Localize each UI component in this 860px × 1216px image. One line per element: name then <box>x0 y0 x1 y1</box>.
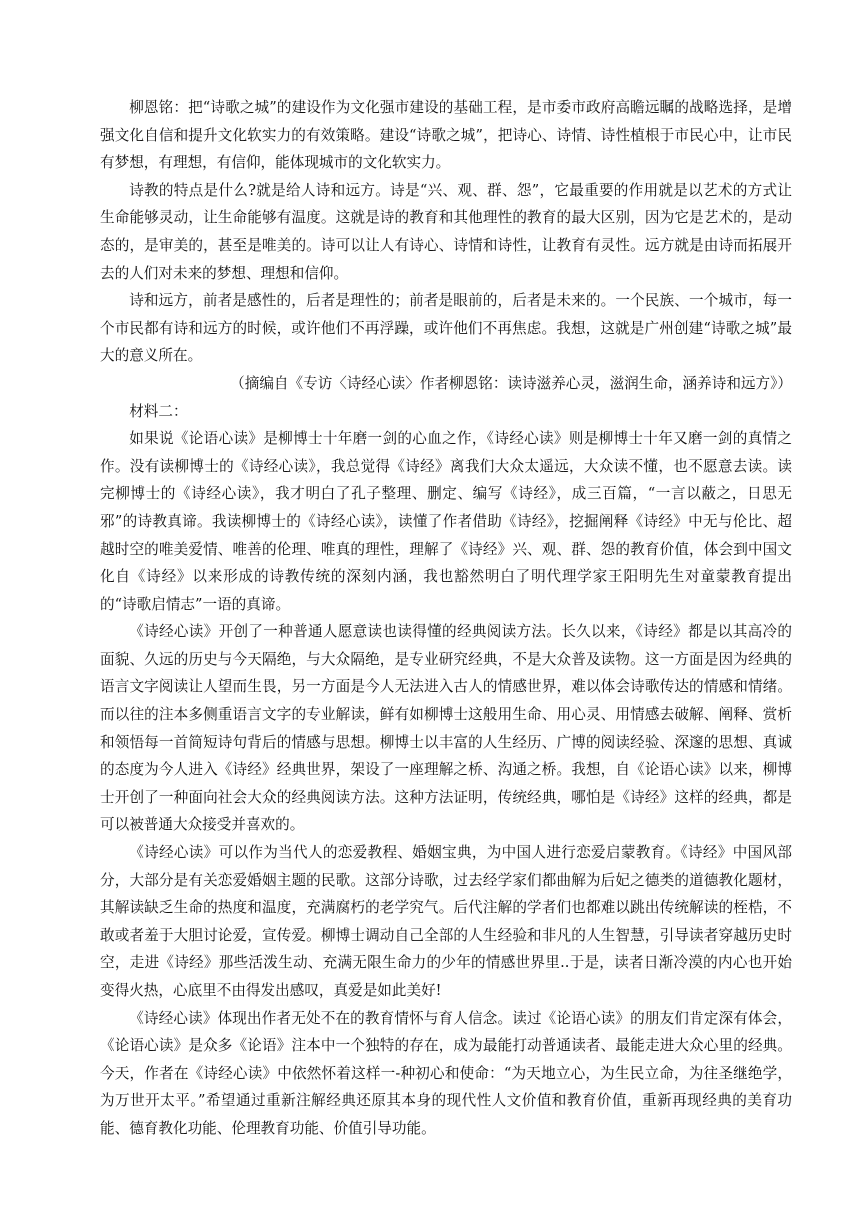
paragraph-material2-4: 《诗经心读》体现出作者无处不在的教育情怀与育人信念。读过《论语心读》的朋友们肯定深有体会，《论语心读》是众多《论语》注本中一个独特的存在，成为最能打动普通读者、最能走进大众心里的经典。今天，作者在《诗经心读》中依然怀着这样一-种初心和使命：“为天地立心，为生民立命，为往圣继绝学，为万世开太平。”希望通过重新注解经典还原其本身的现代性人文价值和教育价值，重新再现经典的美育功能、德育教化功能、伦理教育功能、价值引导功能。 <box>100 1009 792 1137</box>
paragraph-interview-2: 诗教的特点是什么?就是给人诗和远方。诗是“兴、观、群、怨”，它最重要的作用就是以艺术的方式让生命能够灵动，让生命能够有温度。这就是诗的教育和其他理性的教育的最大区别，因为它是艺术的，是动态的，是审美的，甚至是唯美的。诗可以让人有诗心、诗情和诗性，让教育有灵性。远方就是由诗而拓展开去的人们对未来的梦想、理想和信仰。 <box>100 181 792 282</box>
material-two-label: 材料二： <box>129 402 188 420</box>
paragraph-interview-1: 柳恩铭：把“诗歌之城”的建设作为文化强市建设的基础工程，是市委市政府高瞻远瞩的战略选择，是增强文化自信和提升文化软实力的有效策略。建设“诗歌之城”，把诗心、诗情、诗性植根于市民心中，让市民有梦想，有理想，有信仰，能体现城市的文化软实力。 <box>100 99 792 172</box>
paragraph-interview-3: 诗和远方，前者是感性的，后者是理性的；前者是眼前的，后者是未来的。一个民族、一个城市，每一个市民都有诗和远方的时候，或许他们不再浮躁，或许他们不再焦虑。我想，这就是广州创建“诗歌之城”最大的意义所在。 <box>100 292 792 365</box>
source-citation: （摘编自《专访〈诗经心读〉作者柳恩铭：读诗滋养心灵，滋润生命，涵养诗和远方》） <box>230 374 792 392</box>
paragraph-material2-2: 《诗经心读》开创了一种普通人愿意读也读得懂的经典阅读方法。长久以来，《诗经》都是以其高冷的面貌、久远的历史与今天隔绝，与大众隔绝，是专业研究经典，不是大众普及读物。这一方面是因为经典的语言文字阅读让人望而生畏，另一方面是今人无法进入古人的情感世界，难以体会诗歌传达的情感和情绪。而以往的注本多侧重语言文字的专业解读，鲜有如柳博士这般用生命、用心灵、用情感去破解、阐释、赏析和领悟每一首简短诗句背后的情感与思想。柳博士以丰富的人生经历、广博的阅读经验、深邃的思想、真诚的态度为今人进入《诗经》经典世界，架设了一座理解之桥、沟通之桥。我想，自《论语心读》以来，柳博士开创了一种面向社会大众的经典阅读方法。这种方法证明，传统经典，哪怕是《诗经》这样的经典，都是可以被普通大众接受并喜欢的。 <box>100 623 792 834</box>
paragraph-material2-1: 如果说《论语心读》是柳博士十年磨一剑的心血之作，《诗经心读》则是柳博士十年又磨一剑的真情之作。没有读柳博士的《诗经心读》，我总觉得《诗经》离我们大众太遥远，大众读不懂，也不愿意去读。读完柳博士的《诗经心读》，我才明白了孔子整理、删定、编写《诗经》，成三百篇，“一言以蔽之，日思无邪”的诗教真谛。我读柳博士的《诗经心读》，读懂了作者借助《诗经》，挖掘阐释《诗经》中无与伦比、超越时空的唯美爱情、唯善的伦理、唯真的理性，理解了《诗经》兴、观、群、怨的教育价值，体会到中国文化自《诗经》以来形成的诗教传统的深刻内涵，我也豁然明白了明代理学家王阳明先生对童蒙教育提出的“诗歌启情志”一语的真谛。 <box>100 430 792 613</box>
paragraph-material2-3: 《诗经心读》可以作为当代人的恋爱教程、婚姻宝典，为中国人进行恋爱启蒙教育。《诗经》中国风部分，大部分是有关恋爱婚姻主题的民歌。这部分诗歌，过去经学家们都曲解为后妃之德类的道德教化题材，其解读缺乏生命的热度和温度，充满腐朽的老学究气。后代注解的学者们也都难以跳出传统解读的桎梏，不敢或者羞于大胆讨论爱，宣传爱。柳博士调动自己全部的人生经验和非凡的人生智慧，引导读者穿越历史时空，走进《诗经》那些活泼生动、充满无限生命力的少年的情感世界里..于是，读者日渐冷漠的内心也开始变得火热，心底里不由得发出感叹，真爱是如此美好! <box>100 844 792 999</box>
document-page <box>100 94 792 1143</box>
